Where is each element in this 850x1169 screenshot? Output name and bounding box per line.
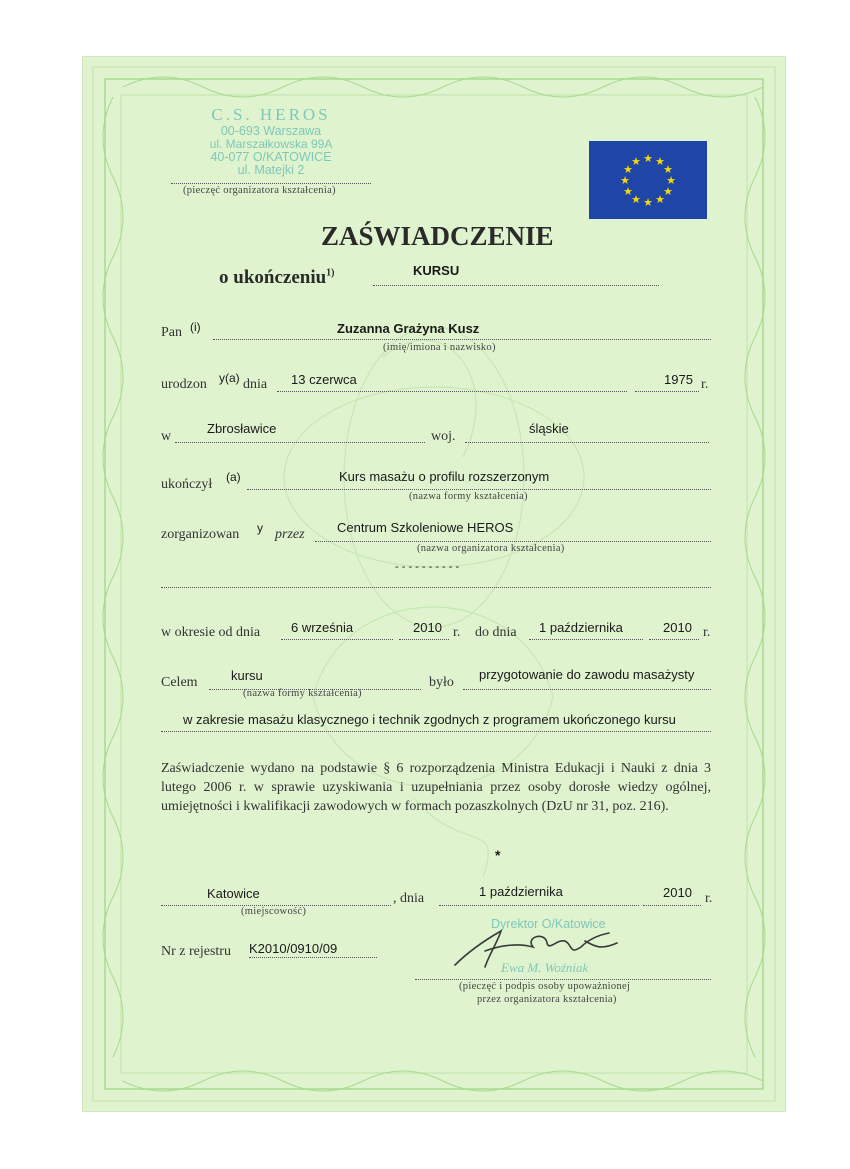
issued-year-dotted-line <box>643 905 701 906</box>
birth-year: 1975 <box>664 372 693 387</box>
director-name: Ewa M. Woźniak <box>501 960 589 975</box>
birth-year-dotted-line <box>635 391 699 392</box>
goal-dotted-line <box>463 689 711 690</box>
organized-label: zorganizowan <box>161 527 240 542</box>
period-to-dotted-line <box>529 639 643 640</box>
svg-text:★: ★ <box>623 163 633 176</box>
director-stamp-title: Dyrektor O/Katowice <box>491 917 606 931</box>
organizer-stamp <box>191 105 351 177</box>
birth-label: urodzon <box>161 377 207 392</box>
period-to-year-dotted-line <box>649 639 699 640</box>
svg-text:★: ★ <box>655 155 665 168</box>
registry-dotted-line <box>249 957 377 958</box>
svg-text:★: ★ <box>666 174 676 187</box>
period-from-dotted-line <box>281 639 393 640</box>
svg-text:★: ★ <box>663 163 673 176</box>
completion-label <box>219 267 335 289</box>
stamp-line: 00-693 Warszawa <box>220 124 322 138</box>
person-dotted-line <box>213 339 711 340</box>
person-name: Zuzanna Grażyna Kusz <box>337 321 480 336</box>
issued-day-label: , dnia <box>393 891 425 906</box>
completion-text: o ukończeniu <box>219 267 327 288</box>
goal-form-caption: (nazwa formy kształcenia) <box>243 688 362 699</box>
goal-form: kursu <box>231 668 263 683</box>
period-to-date: 1 października <box>539 620 623 635</box>
issued-date-dotted-line <box>439 905 639 906</box>
organized-by-label: przez <box>275 527 305 542</box>
organizer-value: Centrum Szkoleniowe HEROS <box>337 520 514 535</box>
place-label: w <box>161 429 172 444</box>
voivodeship-label: woj. <box>431 429 456 444</box>
period-from-year: 2010 <box>413 620 442 635</box>
asterisk-mark: * <box>495 847 501 863</box>
signature-caption-2: przez organizatora kształcenia) <box>477 994 617 1005</box>
registry-number: K2010/0910/09 <box>249 941 338 956</box>
issued-city: Katowice <box>207 886 260 901</box>
completed-caption: (nazwa formy kształcenia) <box>409 491 528 502</box>
completion-value: KURSU <box>413 263 460 278</box>
certificate-page <box>82 56 786 1112</box>
birth-date-dotted-line <box>277 391 627 392</box>
place-value: Zbrosławice <box>207 421 277 436</box>
birth-year-suffix: r. <box>701 377 709 392</box>
completed-value: Kurs masażu o profilu rozszerzonym <box>339 469 550 484</box>
svg-text:★: ★ <box>631 193 641 206</box>
issued-date: 1 października <box>479 884 563 899</box>
person-suffix: (i) <box>190 320 201 334</box>
completed-dotted-line <box>247 489 711 490</box>
organizer-caption: (nazwa organizatora kształcenia) <box>417 543 565 554</box>
stamp-dotted-line <box>171 183 371 184</box>
stamp-line: ul. Marszałkowska 99A <box>209 137 333 151</box>
issued-r: r. <box>705 891 713 906</box>
scope-dotted-line <box>161 731 711 732</box>
blank-dotted-line <box>161 587 711 588</box>
birth-suffix: y(a) <box>219 371 240 385</box>
legal-basis-text: Zaświadczenie wydano na podstawie § 6 rozporządzenia Ministra Edukacji i Nauki z dnia 3 lutego 2006 r. w sprawie uzyskiwania i uzupełniania przez osoby dorosłe wiedzy ogólnej, umiejętności i kwalifikacji zawodowych w formach pozaszkolnych (DzU nr 31, poz. 216). <box>161 761 711 814</box>
period-from-year-dotted-line <box>399 639 449 640</box>
eu-flag <box>589 141 707 219</box>
completed-suffix: (a) <box>226 470 241 484</box>
eu-stars-icon <box>589 141 707 219</box>
svg-text:★: ★ <box>620 174 630 187</box>
period-r1: r. <box>453 625 461 640</box>
issued-city-caption: (miejscowość) <box>241 906 307 917</box>
person-caption: (imię/imiona i nazwisko) <box>383 342 496 353</box>
svg-text:★: ★ <box>623 185 633 198</box>
certificate-title: ZAŚWIADCZENIE <box>321 221 554 251</box>
organized-suffix: y <box>257 521 263 535</box>
completion-dotted-line <box>373 285 659 286</box>
goal-was-label: było <box>429 675 454 690</box>
period-to-year: 2010 <box>663 620 692 635</box>
stamp-caption: (pieczęć organizatora kształcenia) <box>183 185 336 196</box>
organized-dotted-line <box>315 541 711 542</box>
stamp-line: 40-077 O/KATOWICE <box>210 150 332 164</box>
birth-date: 13 czerwca <box>291 372 357 387</box>
place-dotted-line <box>175 442 425 443</box>
stamp-org-name: C.S. HEROS <box>211 105 331 124</box>
period-to-label: do dnia <box>475 625 517 640</box>
svg-text:★: ★ <box>663 185 673 198</box>
svg-text:★: ★ <box>643 196 653 209</box>
registry-label: Nr z rejestru <box>161 944 231 959</box>
footnote-mark: 1) <box>326 267 335 279</box>
period-label: w okresie od dnia <box>161 625 261 640</box>
goal-value: przygotowanie do zawodu masażysty <box>479 667 695 682</box>
stamp-line: ul. Matejki 2 <box>237 163 305 177</box>
organizer-dashes: - - - - - - - - - - <box>395 561 460 573</box>
person-label: Pan <box>161 325 182 340</box>
completed-label: ukończył <box>161 477 213 492</box>
voivodeship-value: śląskie <box>529 421 569 436</box>
goal-scope: w zakresie masażu klasycznego i technik zgodnych z programem ukończonego kursu <box>183 712 676 727</box>
birth-day-label: dnia <box>243 377 268 392</box>
voivodeship-dotted-line <box>465 442 709 443</box>
period-from-date: 6 września <box>291 620 354 635</box>
issued-year: 2010 <box>663 885 692 900</box>
svg-text:★: ★ <box>655 193 665 206</box>
svg-text:★: ★ <box>643 152 653 165</box>
goal-label: Celem <box>161 675 198 690</box>
period-r2: r. <box>703 625 711 640</box>
signature-caption-1: (pieczęć i podpis osoby upoważnionej <box>459 981 631 992</box>
svg-text:★: ★ <box>631 155 641 168</box>
signature-dotted-line <box>415 979 711 980</box>
